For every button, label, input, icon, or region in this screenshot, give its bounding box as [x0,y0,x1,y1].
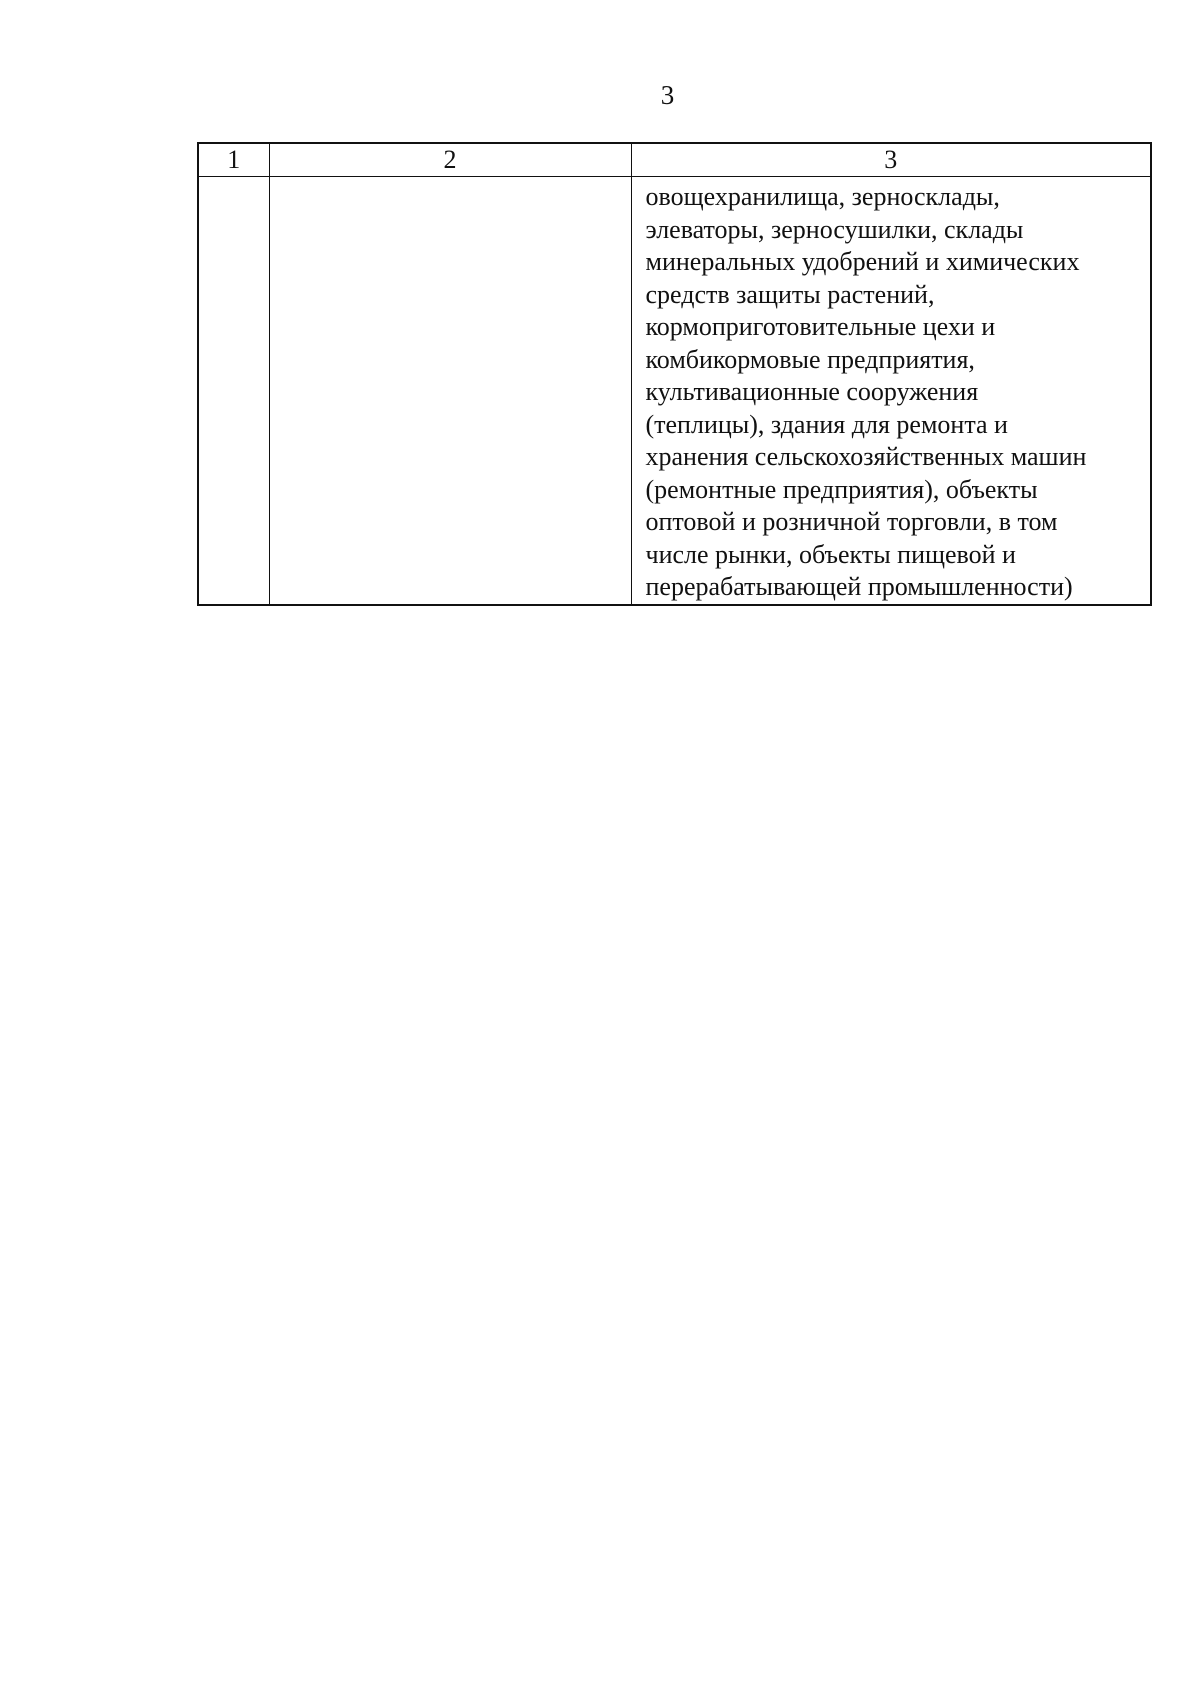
text-line: кормоприготовительные цехи и [645,312,996,341]
text-line: элеваторы, зерносушилки, склады [645,214,1024,244]
text-line: (теплицы), здания для ремонта и [645,409,1008,439]
text-line: культивационные сооружения [645,377,979,406]
cell-text-block [632,177,1151,604]
text-line: оптовой и розничной торговли, в том [645,507,1058,536]
text-line: хранения сельскохозяйственных машин [645,442,1087,471]
text-line: комбикормовые предприятия, [645,344,975,374]
table-header-row [198,143,1151,177]
document-table [197,142,1152,606]
text-line: числе рынки, объекты пищевой и [645,539,1016,569]
table-cell-col2 [269,177,631,605]
page-number: 3 [660,80,675,110]
text-line: минеральных удобрений и химических [645,247,1080,276]
text-line: средств защиты растений, [645,279,935,309]
table-row [198,177,1151,605]
table-cell-col1 [198,177,269,605]
text-line: перерабатывающей промышленности) [645,572,1073,601]
text-line: (ремонтные предприятия), объекты [645,474,1038,504]
text-line: овощехранилища, зерносклады, [645,182,1000,211]
table-cell-col3 [631,177,1151,605]
column-header-3: 3 [631,143,1151,177]
column-header-2: 2 [269,143,631,177]
column-header-1: 1 [198,143,269,177]
